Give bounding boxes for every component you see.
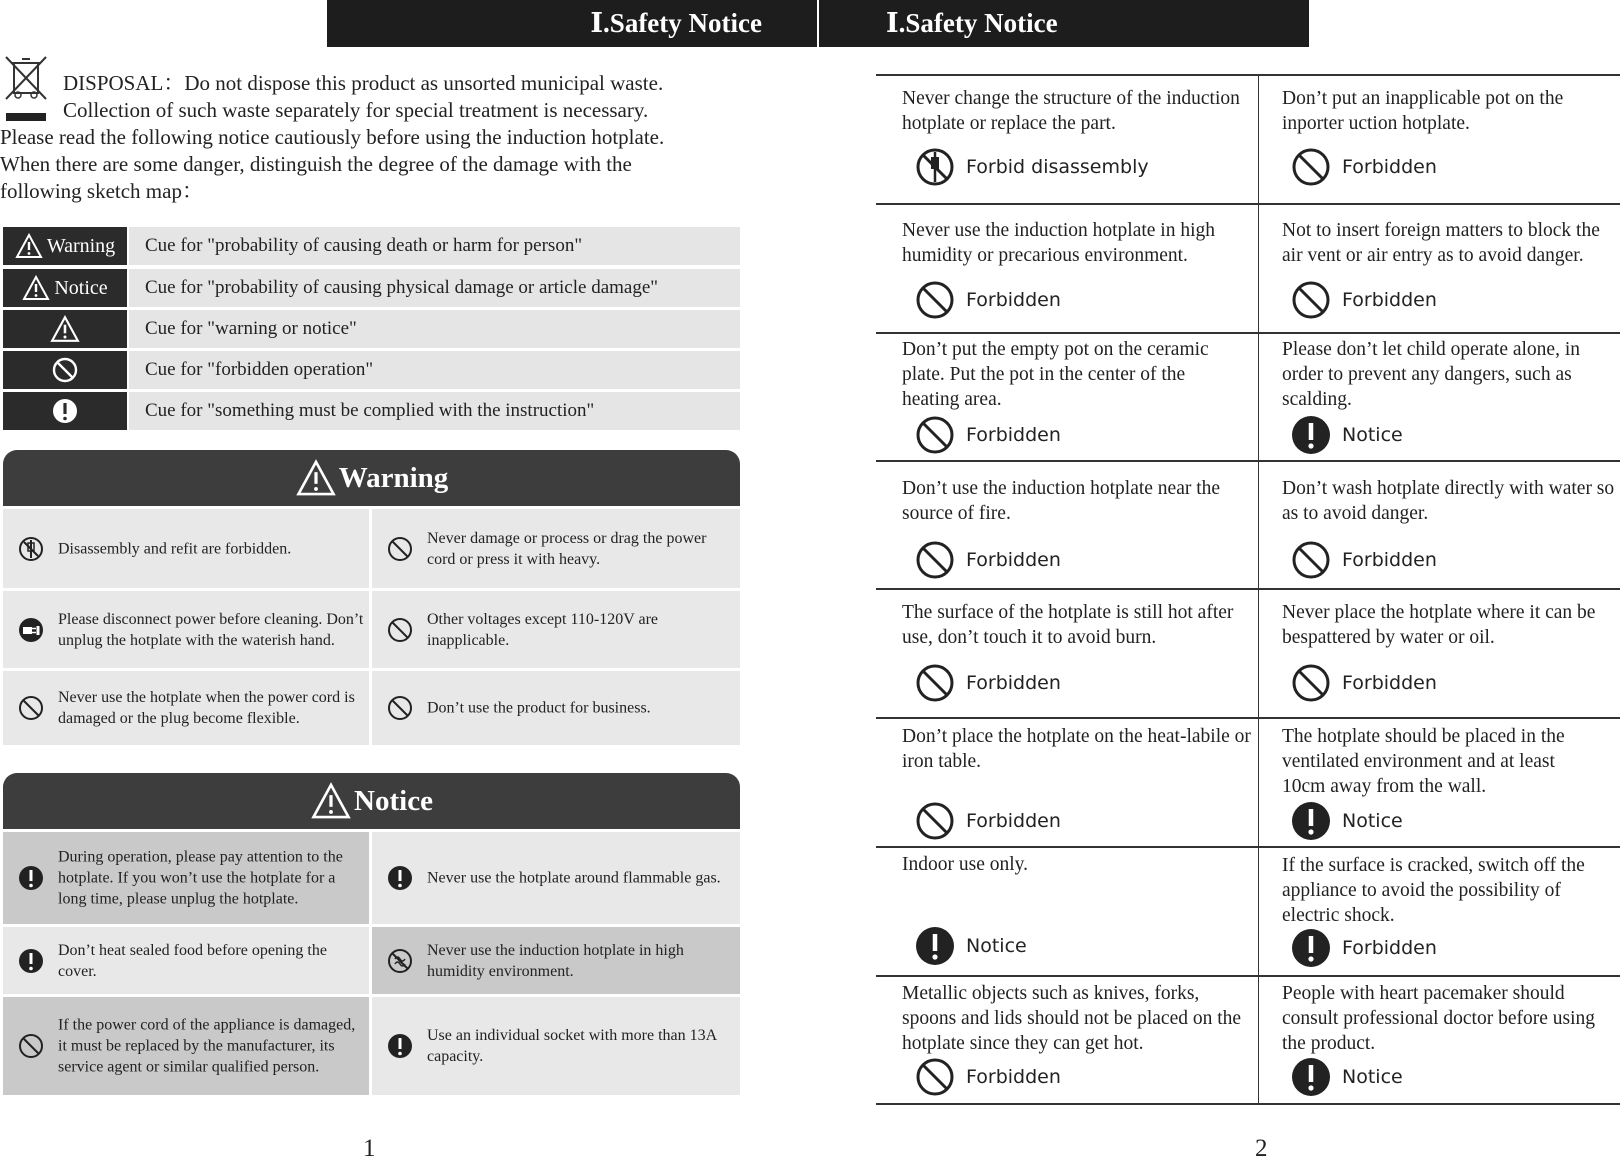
grid-rule: [876, 717, 1620, 719]
notice-item-label: Notice: [966, 935, 1027, 957]
notice-cell-text: Don’t heat sealed food before opening the cover.: [58, 941, 327, 980]
warning-triangle-icon: [310, 782, 352, 820]
notice-cell: [3, 997, 369, 1095]
forbidden-icon: [1291, 663, 1331, 703]
grid-rule: [876, 203, 1620, 205]
forbidden-icon: [915, 540, 955, 580]
mandatory-exclamation-icon: [386, 1032, 414, 1060]
notice-item-text: The hotplate should be placed in the ventilated environment and at least 10cm away from the wall.: [1282, 726, 1565, 797]
page1-header: Ⅰ.Safety Notice: [327, 0, 817, 47]
cue-description: Cue for "forbidden operation": [129, 351, 740, 389]
notice-cell-text: If the power cord of the appliance is damaged, it must be replaced by the manufacturer, its service agent or similar qualified person.: [58, 1016, 356, 1076]
page-number: 2: [1255, 1135, 1268, 1159]
disposal-text-1: DISPOSAL：Do not dispose this product as unsorted municipal waste.: [63, 71, 664, 95]
cue-description: Cue for "probability of causing physical damage or article damage": [129, 269, 740, 307]
cue-row-warning: [3, 227, 740, 265]
cue-row-mandatory: [3, 392, 740, 430]
notice-cell: [372, 927, 740, 994]
grid-rule: [876, 460, 1620, 462]
notice-item-label: Forbidden: [1342, 937, 1437, 959]
warning-cell-text: Other voltages except 110-120V are inapplicable.: [427, 610, 659, 649]
cue-key-label: Notice: [54, 276, 108, 299]
notice-item-label: Forbidden: [966, 289, 1061, 311]
forbidden-icon: [1291, 147, 1331, 187]
notice-item-label: Notice: [1342, 1066, 1403, 1088]
notice-item-text: Never change the structure of the induction hotplate or replace the part.: [902, 88, 1240, 134]
notice-item-text: Indoor use only.: [902, 854, 1029, 875]
intro-text-3: following sketch map：: [0, 179, 203, 203]
notice-item-text: Don’t put the empty pot on the ceramic plate. Put the pot in the center of the heating area.: [902, 339, 1209, 410]
mandatory-exclamation-icon: [1291, 1057, 1331, 1097]
notice-box-title-text: Notice: [354, 784, 433, 817]
forbidden-icon: [17, 694, 45, 722]
grid-rule: [876, 588, 1620, 590]
cue-row-forbidden: [3, 351, 740, 389]
unplug-icon: [17, 616, 45, 644]
notice-item-label: Forbid disassembly: [966, 156, 1149, 178]
grid-rule: [876, 1103, 1620, 1105]
grid-rule: [876, 332, 1620, 334]
forbidden-icon: [386, 694, 414, 722]
mandatory-exclamation-icon: [915, 926, 955, 966]
notice-item-label: Forbidden: [966, 549, 1061, 571]
no-disassembly-icon: [915, 147, 955, 187]
notice-item-label: Forbidden: [1342, 156, 1437, 178]
mandatory-exclamation-icon: [1291, 928, 1331, 968]
warning-cell-text: Please disconnect power before cleaning. Don’t unplug the hotplate with the waterish hand.: [58, 610, 364, 649]
cue-key-label: Warning: [46, 234, 116, 257]
warning-cell-text: Never damage or process or drag the power cord or press it with heavy.: [427, 529, 707, 568]
notice-item-text: If the surface is cracked, switch off the appliance to avoid the possibility of electric shock.: [1282, 855, 1585, 926]
warning-triangle-icon: [22, 275, 50, 301]
forbidden-icon: [915, 801, 955, 841]
notice-cell: [372, 997, 740, 1095]
warning-cell-text: Disassembly and refit are forbidden.: [58, 540, 292, 557]
forbidden-icon: [915, 415, 955, 455]
mandatory-exclamation-icon: [51, 397, 79, 425]
grid-divider: [1258, 76, 1259, 1105]
grid-rule: [876, 975, 1620, 977]
forbidden-icon: [17, 1032, 45, 1060]
page-number: 1: [363, 1135, 376, 1159]
mandatory-exclamation-icon: [17, 864, 45, 892]
warning-cell-text: Never use the hotplate when the power cord is damaged or the plug become flexible.: [58, 689, 355, 727]
cue-row-triangle: [3, 310, 740, 348]
notice-cell-text: Never use the hotplate around flammable gas.: [427, 869, 721, 887]
forbidden-icon: [1291, 280, 1331, 320]
warning-box-title: [3, 450, 740, 506]
notice-item-label: Forbidden: [966, 424, 1061, 446]
notice-item-text: Never use the induction hotplate in high humidity or precarious environment.: [902, 220, 1216, 266]
warning-cell: [372, 509, 740, 588]
mandatory-exclamation-icon: [17, 947, 45, 975]
intro-text-1: Please read the following notice cautiously before using the induction hotplate.: [0, 125, 665, 149]
forbidden-icon: [1291, 540, 1331, 580]
notice-item-label: Notice: [1342, 424, 1403, 446]
notice-item-label: Forbidden: [1342, 289, 1437, 311]
warning-cell: [372, 671, 740, 745]
warning-box-title-text: Warning: [338, 461, 449, 494]
notice-item-text: Metallic objects such as knives, forks, spoons and lids should not be placed on the hotplate since they can get hot.: [902, 983, 1242, 1054]
notice-item-text: Don’t put an inapplicable pot on the inporter uction hotplate.: [1282, 88, 1564, 134]
grid-rule: [876, 74, 1620, 76]
grid-rule: [876, 846, 1620, 848]
notice-item-label: Forbidden: [966, 1066, 1061, 1088]
notice-item-text: Don’t place the hotplate on the heat-labile or iron table.: [902, 726, 1251, 772]
mandatory-exclamation-icon: [386, 864, 414, 892]
disposal-text-2: Collection of such waste separately for special treatment is necessary.: [63, 98, 649, 122]
warning-cell: [3, 509, 369, 588]
notice-item-text: Please don’t let child operate alone, in order to prevent any dangers, such as scalding.: [1282, 339, 1581, 410]
forbidden-icon: [915, 1057, 955, 1097]
notice-item-label: Forbidden: [966, 810, 1061, 832]
no-humidity-icon: [386, 947, 414, 975]
warning-triangle-icon: [295, 459, 337, 497]
notice-cell-text: Never use the induction hotplate in high humidity environment.: [427, 941, 684, 980]
warning-cell: [372, 591, 740, 668]
cue-description: Cue for "probability of causing death or harm for person": [129, 227, 740, 265]
notice-item-text: Not to insert foreign matters to block the air vent or air entry as to avoid danger.: [1282, 220, 1600, 266]
notice-cell-text: Use an individual socket with more than 13A capacity.: [427, 1027, 717, 1065]
warning-triangle-icon: [15, 233, 43, 259]
notice-cell-text: During operation, please pay attention to the hotplate. If you won’t use the hotplate for a long time, please unplug the hotplate.: [58, 848, 343, 908]
intro-text-2: When there are some danger, distinguish the degree of the damage with the: [0, 152, 632, 176]
warning-cell: [3, 671, 369, 745]
notice-cell: [3, 927, 369, 994]
warning-triangle-icon: [50, 315, 80, 343]
forbidden-icon: [915, 280, 955, 320]
cue-row-notice: [3, 269, 740, 307]
page2-header: Ⅰ.Safety Notice: [819, 0, 1309, 47]
warning-cell-text: Don’t use the product for business.: [427, 699, 651, 717]
notice-item-text: Don’t use the induction hotplate near the source of fire.: [902, 478, 1221, 524]
cue-description: Cue for "something must be complied with the instruction": [129, 392, 740, 430]
notice-cell: [372, 832, 740, 924]
notice-item-label: Forbidden: [1342, 549, 1437, 571]
notice-item-text: Don’t wash hotplate directly with water so as to avoid danger.: [1282, 478, 1615, 524]
forbidden-icon: [386, 535, 414, 563]
cue-description: Cue for "warning or notice": [129, 310, 740, 348]
notice-item-text: People with heart pacemaker should consult professional doctor before using the product.: [1282, 983, 1596, 1054]
notice-item-text: The surface of the hotplate is still hot after use, don’t touch it to avoid burn.: [902, 602, 1234, 648]
mandatory-exclamation-icon: [1291, 415, 1331, 455]
warning-cell: [3, 591, 369, 668]
notice-item-label: Notice: [1342, 810, 1403, 832]
mandatory-exclamation-icon: [1291, 801, 1331, 841]
forbidden-icon: [386, 616, 414, 644]
notice-item-label: Forbidden: [1342, 672, 1437, 694]
notice-box-title: [3, 773, 740, 829]
notice-item-text: Never place the hotplate where it can be bespattered by water or oil.: [1282, 602, 1596, 648]
notice-cell: [3, 832, 369, 924]
notice-item-label: Forbidden: [966, 672, 1061, 694]
forbidden-icon: [51, 356, 79, 384]
no-disassembly-icon: [17, 535, 45, 563]
crossed-bin-icon: [2, 53, 50, 123]
forbidden-icon: [915, 663, 955, 703]
